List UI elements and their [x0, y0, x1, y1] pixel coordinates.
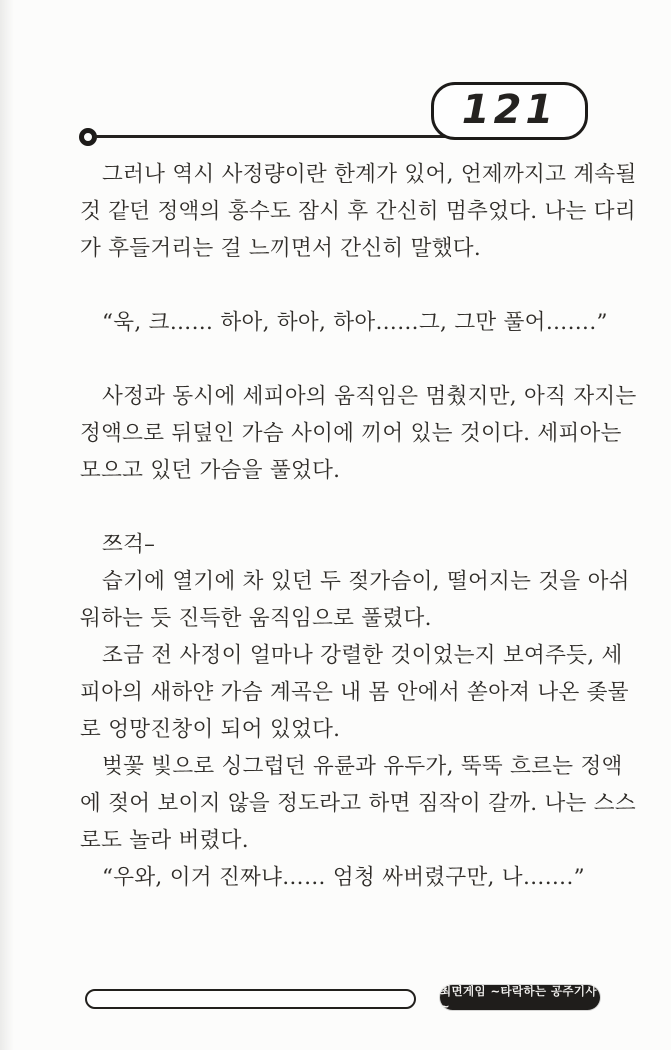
- paragraph: [80, 378, 637, 489]
- text-line: “우와, 이거 진짜냐…… 엄청 싸버렸구만, 나…….”: [102, 865, 585, 890]
- text-line: 그러나 역시 사정량이란 한계가 있어, 언제까지고 계속될: [102, 162, 637, 187]
- text-line: 가 후들거리는 걸 느끼면서 간신히 말했다.: [80, 236, 481, 261]
- dialogue-paragraph: [80, 304, 608, 341]
- text-line: 사정과 동시에 세피아의 움직임은 멈췄지만, 아직 자지는: [102, 384, 637, 409]
- text-line: 벚꽃 빛으로 싱그럽던 유륜과 유두가, 뚝뚝 흐르는 정액: [102, 754, 623, 779]
- sound-effect-paragraph: [80, 526, 596, 563]
- text-line: 것 같던 정액의 홍수도 잠시 후 간신히 멈추었다. 나는 다리: [80, 199, 636, 224]
- text-line: 정액으로 뒤덮인 가슴 사이에 끼어 있는 것이다. 세피아는: [80, 421, 622, 446]
- text-line: “욱, 크…… 하아, 하아, 하아……그, 그만 풀어…….”: [102, 310, 608, 335]
- text-line: 워하는 듯 진득한 움직임으로 풀렸다.: [80, 606, 432, 631]
- text-line: 에 젖어 보이지 않을 정도라고 하면 짐작이 갈까. 나는 스스: [80, 791, 636, 816]
- dialogue-paragraph: [80, 859, 596, 896]
- paragraph: [80, 637, 629, 748]
- text-line: 습기에 열기에 차 있던 두 젖가슴이, 떨어지는 것을 아쉬: [102, 569, 630, 594]
- page-number-badge: [431, 82, 588, 140]
- text-line: 조금 전 사정이 얼마나 강렬한 것이었는지 보여주듯, 세: [102, 643, 623, 668]
- header-rule-line: [94, 135, 456, 138]
- text-line: 피아의 새하얀 가슴 계곡은 내 몸 안에서 쏟아져 나온 좆물: [80, 680, 629, 705]
- paragraph: [80, 563, 630, 637]
- book-title-badge: [440, 983, 600, 1013]
- book-title: 최면게임 ~타락하는 공주기사~: [440, 983, 597, 1013]
- page-number: 121: [461, 87, 558, 133]
- text-line: 로 엉망진창이 되어 있었다.: [80, 717, 341, 742]
- paragraph: [80, 748, 636, 859]
- paragraph: [80, 156, 637, 267]
- text-line: 쯔걱–: [102, 532, 156, 557]
- text-line: 모으고 있던 가슴을 풀었다.: [80, 458, 341, 483]
- text-line: 로도 놀라 버렸다.: [80, 828, 249, 853]
- page-text: [80, 156, 637, 896]
- footer-blank-pill: [85, 989, 416, 1009]
